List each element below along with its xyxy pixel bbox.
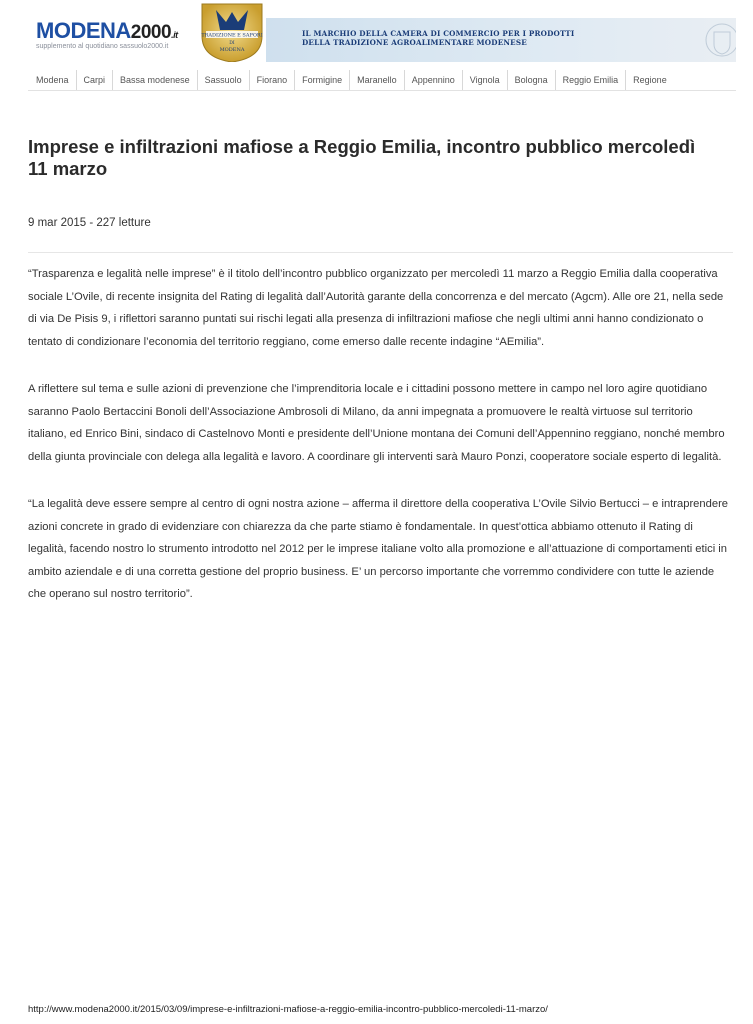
region-nav (28, 70, 736, 91)
seal-line3: MODENA (219, 47, 245, 53)
logo-wordmark: MODENA2000.it (36, 18, 178, 43)
seal-line2: DI (229, 41, 235, 46)
nav-item-vignola[interactable]: Vignola (463, 70, 508, 90)
header-banner (266, 18, 736, 62)
nav-item-sassuolo[interactable]: Sassuolo (198, 70, 250, 90)
article-body (28, 263, 733, 631)
nav-item-bassa-modenese[interactable]: Bassa modenese (113, 70, 198, 90)
article-title: Imprese e infiltrazioni mafiose a Reggio Emilia, incontro pubblico mercoledì 11 marzo (28, 136, 696, 179)
nav-item-maranello[interactable]: Maranello (350, 70, 405, 90)
article-meta: 9 mar 2015 - 227 letture (28, 217, 151, 229)
banner-text (302, 29, 574, 47)
banner-line-1: IL MARCHIO DELLA CAMERA DI COMMERCIO PER I PRODOTTI (302, 29, 575, 38)
site-header (28, 0, 736, 62)
logo-tagline: supplemento al quotidiano sassuolo2000.it (36, 43, 169, 50)
nav-item-bologna[interactable]: Bologna (508, 70, 556, 90)
nav-item-modena[interactable]: Modena (28, 70, 77, 90)
tradition-seal-logo (196, 0, 268, 62)
nav-item-appennino[interactable]: Appennino (405, 70, 463, 90)
nav-item-carpi[interactable]: Carpi (77, 70, 114, 90)
article-paragraph: “La legalità deve essere sempre al centro di ogni nostra azione – afferma il direttore della cooperativa L’Ovile Silvio Bertucci – e intraprendere azioni concrete in grado di evidenziare con chiarezza da che parte stiamo è fondamentale. In quest’ottica abbiamo ottenuto il Rating di legalità, facendo nostro lo strumento introdotto nel 2012 per le imprese italiane volto alla promozione e all’attuazione di comportamenti etici in ambito aziendale e di una corretta gestione del proprio business. E’ un percorso importante che vorremmo condividere con tutte le aziende che operano sul nostro territorio”. (28, 498, 729, 600)
seal-line1: TRADIZIONE E SAPORI (201, 32, 263, 39)
nav-item-reggio-emilia[interactable]: Reggio Emilia (556, 70, 627, 90)
divider (28, 252, 733, 253)
banner-line-2: DELLA TRADIZIONE AGROALIMENTARE MODENESE (302, 38, 527, 47)
article-paragraph: A riflettere sul tema e sulle azioni di prevenzione che l’imprenditoria locale e i cittadini possono mettere in campo nel loro agire quotidiano saranno Paolo Bertaccini Bonoli dell’Associazione Ambrosoli di Milano, da anni impegnata a promuovere le realtà virtuose sul territorio italiano, ed Enrico Bini, sindaco di Castelnovo Monti e presidente dell’Unione montana dei Comuni dell’Appennino reggiano, nonché membro della giunta provinciale con delega alla legalità e lavoro. A coordinare gli interventi sarà Mauro Ponzi, cooperatore sociale esperto di legalità. (28, 383, 725, 463)
article-paragraph: “Trasparenza e legalità nelle imprese” è il titolo dell’incontro pubblico organizzato per mercoledì 11 marzo a Reggio Emilia dalla cooperativa sociale L’Ovile, di recente insignita del Rating di legalità dall’Autorità garante della concorrenza e del mercato (Agcm). Alle ore 21, nella sede di via De Pisis 9, i riflettori saranno puntati sui rischi legati alla presenza di infiltrazioni mafiose che negli ultimi anni hanno condizionato o tentato di condizionare l’economia del territorio reggiano, come emerso dalle recente indagine “AEmilia”. (28, 268, 724, 348)
page-url[interactable]: http://www.modena2000.it/2015/03/09/imprese-e-infiltrazioni-mafiose-a-reggio-emilia-incontro-pubblico-mercoledi-11-marzo/ (28, 1004, 548, 1015)
coat-of-arms-icon (696, 18, 736, 62)
nav-item-regione[interactable]: Regione (633, 75, 667, 85)
nav-item-formigine[interactable]: Formigine (295, 70, 350, 90)
site-logo[interactable] (36, 18, 201, 52)
nav-item-fiorano[interactable]: Fiorano (250, 70, 296, 90)
